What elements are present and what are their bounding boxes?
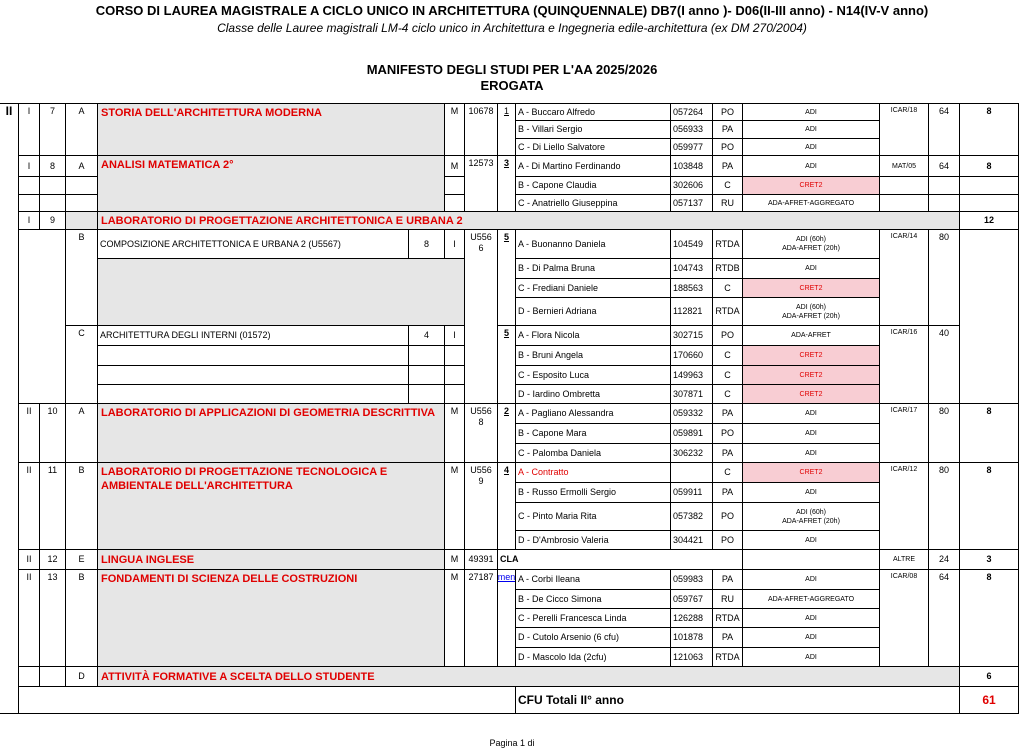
- teacher-id: 112821: [670, 297, 713, 326]
- channel-cell: 4: [497, 462, 516, 550]
- teacher-role: C: [712, 176, 743, 195]
- semester-cell: II: [18, 569, 40, 667]
- module-name: COMPOSIZIONE ARCHITETTONICA E URBANA 2 (U5567): [97, 229, 409, 259]
- teacher-name: B - Villari Sergio: [515, 120, 671, 139]
- teacher-id: 126288: [670, 608, 713, 628]
- course-title: LINGUA INGLESE: [97, 549, 445, 570]
- status-line: ADA-AFRET (20h): [782, 245, 840, 252]
- teacher-role: RTDA: [712, 229, 743, 259]
- course-modality: M: [444, 549, 465, 570]
- teacher-id: 103848: [670, 155, 713, 177]
- teacher-role: PA: [712, 443, 743, 463]
- channel-link[interactable]: men: [497, 569, 516, 667]
- ssd-cell: ICAR/14: [879, 229, 929, 326]
- totals-label: [515, 686, 960, 714]
- ssd-cell: ICAR/18: [879, 103, 929, 156]
- totals-value: [959, 686, 1019, 714]
- teacher-role: PA: [712, 155, 743, 177]
- teacher-status: ADI: [742, 423, 880, 444]
- teacher-name: C - Frediani Daniele: [515, 278, 671, 298]
- semester-cell: II: [18, 549, 40, 570]
- teacher-id: 101878: [670, 627, 713, 648]
- course-modality: M: [444, 569, 465, 667]
- empty-cell: [39, 176, 66, 195]
- teacher-name: B - Capone Mara: [515, 423, 671, 444]
- course-type: A: [65, 403, 98, 463]
- teacher-id: 188563: [670, 278, 713, 298]
- module-code: [464, 229, 498, 404]
- hours-cell: 64: [928, 155, 960, 177]
- teacher-name: A - Di Martino Ferdinando: [515, 155, 671, 177]
- totals-label-text: CFU Totali II° anno: [518, 692, 624, 707]
- teacher-name: C - Di Liello Salvatore: [515, 138, 671, 156]
- teacher-status: ADI: [742, 403, 880, 424]
- ssd-cell: ICAR/16: [879, 325, 929, 404]
- semester-cell: I: [18, 103, 40, 156]
- teacher-role: C: [712, 384, 743, 404]
- teacher-id: 306232: [670, 443, 713, 463]
- teacher-name: A - Corbi Ileana: [515, 569, 671, 590]
- teacher-role: RTDA: [712, 608, 743, 628]
- empty-cell: [879, 176, 929, 195]
- teacher-role: RTDA: [712, 297, 743, 326]
- empty-cell: [444, 176, 465, 195]
- empty-cell: [18, 176, 40, 195]
- course-number: 11: [39, 462, 66, 550]
- empty-cell: [879, 194, 929, 212]
- cfu-cell: 8: [959, 403, 1019, 463]
- ssd-cell: MAT/05: [879, 155, 929, 177]
- teacher-status: CRET2: [742, 462, 880, 483]
- course-code: 12573: [464, 155, 498, 212]
- channel-cell: 1: [497, 103, 516, 156]
- teacher-role: RU: [712, 194, 743, 212]
- page-footer: Pagina 1 di: [489, 738, 535, 748]
- teacher-id: 170660: [670, 345, 713, 366]
- teacher-name: B - Russo Ermolli Sergio: [515, 482, 671, 503]
- teacher-name: A - Buonanno Daniela: [515, 229, 671, 259]
- teacher-status: ADI: [742, 443, 880, 463]
- course-type: B: [65, 569, 98, 667]
- teacher-name: A - Pagliano Alessandra: [515, 403, 671, 424]
- course-number: 9: [39, 211, 66, 230]
- teacher-role: PO: [712, 530, 743, 550]
- teacher-id: 059977: [670, 138, 713, 156]
- teacher-id: 059767: [670, 589, 713, 609]
- teacher-status: CRET2: [742, 384, 880, 404]
- course-type: A: [65, 103, 98, 156]
- empty-cell: [408, 365, 445, 385]
- module-cfu: 8: [408, 229, 445, 259]
- course-number: 12: [39, 549, 66, 570]
- teacher-role: C: [712, 278, 743, 298]
- teacher-name: A - Contratto: [515, 462, 671, 483]
- document-subtitle: Classe delle Lauree magistrali LM-4 ciclo unico in Architettura e Ingegneria edile-architettura (ex DM 270/2004): [217, 21, 807, 35]
- teacher-id: 104743: [670, 258, 713, 279]
- teacher-status: ADI: [742, 482, 880, 503]
- teacher-status: CRET2: [742, 278, 880, 298]
- teacher-status: ADI: [742, 138, 880, 156]
- empty-cell: [18, 229, 66, 404]
- teacher-status: ADA-AFRET-AGGREGATO: [742, 194, 880, 212]
- teacher-id: 307871: [670, 384, 713, 404]
- semester-cell: I: [18, 155, 40, 177]
- empty-cell: [408, 384, 445, 404]
- channel-cell: 2: [497, 403, 516, 463]
- teacher-name: B - Capone Claudia: [515, 176, 671, 195]
- teacher-role: PO: [712, 502, 743, 531]
- teacher-role: PA: [712, 569, 743, 590]
- teacher-status: ADI: [742, 569, 880, 590]
- course-number: 10: [39, 403, 66, 463]
- course-code: 49391: [464, 549, 498, 570]
- course-title: FONDAMENTI DI SCIENZA DELLE COSTRUZIONI: [97, 569, 445, 667]
- teacher-status: ADI: [742, 103, 880, 121]
- course-modality: M: [444, 403, 465, 463]
- empty-cell: [959, 229, 1019, 404]
- cfu-cell: 8: [959, 569, 1019, 667]
- erogata-heading: EROGATA: [480, 78, 544, 93]
- teacher-id: 304421: [670, 530, 713, 550]
- teacher-name: CLA: [497, 549, 743, 570]
- empty-cell: [39, 666, 66, 687]
- teacher-status: [742, 502, 880, 531]
- teacher-status: [742, 297, 880, 326]
- teacher-name: D - Bernieri Adriana: [515, 297, 671, 326]
- ssd-cell: ICAR/12: [879, 462, 929, 550]
- empty-cell: [65, 194, 98, 212]
- channel-cell: 3: [497, 155, 516, 212]
- cfu-cell: 8: [959, 103, 1019, 156]
- module-type: C: [65, 325, 98, 404]
- course-modality: M: [444, 462, 465, 550]
- course-title: LABORATORIO DI APPLICAZIONI DI GEOMETRIA DESCRITTIVA: [97, 403, 445, 463]
- teacher-role: RTDB: [712, 258, 743, 279]
- teacher-role: RTDA: [712, 647, 743, 667]
- semester-cell: II: [18, 462, 40, 550]
- hours-cell: 80: [928, 403, 960, 463]
- ssd-cell: ICAR/08: [879, 569, 929, 667]
- teacher-id: 059891: [670, 423, 713, 444]
- course-title: ANALISI MATEMATICA 2°: [97, 155, 445, 212]
- module-type: B: [65, 229, 98, 326]
- course-code: [464, 403, 498, 463]
- teacher-id: 104549: [670, 229, 713, 259]
- empty-cell: [65, 176, 98, 195]
- teacher-name: C - Perelli Francesca Linda: [515, 608, 671, 628]
- cfu-cell: 6: [959, 666, 1019, 687]
- teacher-role: C: [712, 345, 743, 366]
- hours-cell: 64: [928, 103, 960, 156]
- course-type: B: [65, 462, 98, 550]
- teacher-id: [670, 462, 713, 483]
- empty-cell: [18, 686, 516, 714]
- teacher-status: ADA-AFRET: [742, 325, 880, 346]
- empty-cell: [18, 194, 40, 212]
- semester-cell: II: [18, 403, 40, 463]
- status-line: ADI (60h): [796, 508, 826, 516]
- empty-cell: [97, 365, 409, 385]
- teacher-role: PA: [712, 403, 743, 424]
- semester-cell: I: [18, 211, 40, 230]
- teacher-status: ADI: [742, 120, 880, 139]
- empty-cell: [742, 549, 880, 570]
- course-code: 27187: [464, 569, 498, 667]
- course-code-text: U5568: [470, 406, 492, 427]
- teacher-status: CRET2: [742, 176, 880, 195]
- teacher-id: 121063: [670, 647, 713, 667]
- teacher-status: ADI: [742, 627, 880, 648]
- empty-cell: [65, 211, 98, 230]
- teacher-name: C - Esposito Luca: [515, 365, 671, 385]
- empty-cell: [97, 258, 465, 326]
- teacher-role: C: [712, 462, 743, 483]
- totals-value-text: 61: [982, 692, 996, 707]
- teacher-status: ADA-AFRET-AGGREGATO: [742, 589, 880, 609]
- course-type: A: [65, 155, 98, 177]
- teacher-role: PO: [712, 325, 743, 346]
- teacher-name: D - Iardino Ombretta: [515, 384, 671, 404]
- course-code: [464, 462, 498, 550]
- ssd-cell: ICAR/17: [879, 403, 929, 463]
- document-title: CORSO DI LAUREA MAGISTRALE A CICLO UNICO IN ARCHITETTURA (QUINQUENNALE) DB7(I anno )- D06(II-III anno) - N14(IV-V anno): [95, 3, 929, 18]
- teacher-status: ADI: [742, 608, 880, 628]
- study-plan-table: [0, 104, 1019, 714]
- cfu-cell: 8: [959, 155, 1019, 177]
- teacher-role: RU: [712, 589, 743, 609]
- teacher-status: CRET2: [742, 365, 880, 385]
- year-label: II: [0, 103, 19, 714]
- teacher-name: D - Mascolo Ida (2cfu): [515, 647, 671, 667]
- empty-cell: [444, 345, 465, 366]
- status-line: ADA-AFRET (20h): [782, 312, 840, 320]
- ssd-cell: ALTRE: [879, 549, 929, 570]
- channel-cell: 5: [497, 325, 516, 404]
- module-code-text: U5566: [470, 232, 492, 253]
- cfu-cell: 12: [959, 211, 1019, 230]
- empty-cell: [18, 666, 40, 687]
- empty-cell: [959, 194, 1019, 212]
- teacher-role: PA: [712, 120, 743, 139]
- teacher-id: 057382: [670, 502, 713, 531]
- teacher-name: D - Cutolo Arsenio (6 cfu): [515, 627, 671, 648]
- teacher-id: 302606: [670, 176, 713, 195]
- cfu-cell: 8: [959, 462, 1019, 550]
- hours-cell: 64: [928, 569, 960, 667]
- teacher-role: PO: [712, 103, 743, 121]
- teacher-name: C - Anatriello Giuseppina: [515, 194, 671, 212]
- status-line: ADI (60h): [796, 236, 826, 243]
- empty-cell: [444, 384, 465, 404]
- status-line: ADI (60h): [796, 303, 826, 311]
- teacher-id: 302715: [670, 325, 713, 346]
- teacher-name: B - Bruni Angela: [515, 345, 671, 366]
- course-code: 10678: [464, 103, 498, 156]
- teacher-status: CRET2: [742, 345, 880, 366]
- course-type: E: [65, 549, 98, 570]
- course-title: LABORATORIO DI PROGETTAZIONE ARCHITETTONICA E URBANA 2: [97, 211, 960, 230]
- channel-cell: 5: [497, 229, 516, 326]
- teacher-status: ADI: [742, 258, 880, 279]
- teacher-id: 059332: [670, 403, 713, 424]
- teacher-status: ADI: [742, 530, 880, 550]
- teacher-role: PA: [712, 482, 743, 503]
- teacher-role: C: [712, 365, 743, 385]
- empty-cell: [97, 345, 409, 366]
- empty-cell: [444, 194, 465, 212]
- empty-cell: [39, 194, 66, 212]
- teacher-name: B - De Cicco Simona: [515, 589, 671, 609]
- empty-cell: [97, 384, 409, 404]
- hours-cell: 40: [928, 325, 960, 404]
- module-cfu: 4: [408, 325, 445, 346]
- teacher-status: ADI: [742, 647, 880, 667]
- status-line: ADA-AFRET (20h): [782, 517, 840, 525]
- course-number: 13: [39, 569, 66, 667]
- teacher-role: PA: [712, 627, 743, 648]
- module-name: ARCHITETTURA DEGLI INTERNI (01572): [97, 325, 409, 346]
- teacher-id: 149963: [670, 365, 713, 385]
- teacher-role: PO: [712, 138, 743, 156]
- teacher-name: B - Di Palma Bruna: [515, 258, 671, 279]
- course-type: D: [65, 666, 98, 687]
- course-number: 8: [39, 155, 66, 177]
- teacher-status: [742, 229, 880, 259]
- teacher-name: D - D'Ambrosio Valeria: [515, 530, 671, 550]
- course-modality: M: [444, 103, 465, 156]
- cfu-cell: 3: [959, 549, 1019, 570]
- empty-cell: [444, 365, 465, 385]
- course-number: 7: [39, 103, 66, 156]
- manifesto-heading: MANIFESTO DEGLI STUDI PER L'AA 2025/2026: [366, 62, 658, 77]
- empty-cell: [408, 345, 445, 366]
- teacher-id: 059911: [670, 482, 713, 503]
- module-semester: I: [444, 325, 465, 346]
- module-semester: I: [444, 229, 465, 259]
- empty-cell: [959, 176, 1019, 195]
- empty-cell: [928, 194, 960, 212]
- hours-cell: 24: [928, 549, 960, 570]
- teacher-id: 056933: [670, 120, 713, 139]
- teacher-name: C - Palomba Daniela: [515, 443, 671, 463]
- course-title: ATTIVITÀ FORMATIVE A SCELTA DELLO STUDENTE: [97, 666, 960, 687]
- hours-cell: 80: [928, 229, 960, 326]
- teacher-name: A - Flora Nicola: [515, 325, 671, 346]
- course-title: STORIA DELL'ARCHITETTURA MODERNA: [97, 103, 445, 156]
- hours-cell: 80: [928, 462, 960, 550]
- teacher-id: 059983: [670, 569, 713, 590]
- teacher-status: ADI: [742, 155, 880, 177]
- empty-cell: [928, 176, 960, 195]
- course-modality: M: [444, 155, 465, 177]
- teacher-name: A - Buccaro Alfredo: [515, 103, 671, 121]
- course-code-text: U5569: [470, 465, 492, 486]
- teacher-id: 057137: [670, 194, 713, 212]
- teacher-id: 057264: [670, 103, 713, 121]
- course-title: LABORATORIO DI PROGETTAZIONE TECNOLOGICA E AMBIENTALE DELL'ARCHITETTURA: [97, 462, 445, 550]
- teacher-role: PO: [712, 423, 743, 444]
- teacher-name: C - Pinto Maria Rita: [515, 502, 671, 531]
